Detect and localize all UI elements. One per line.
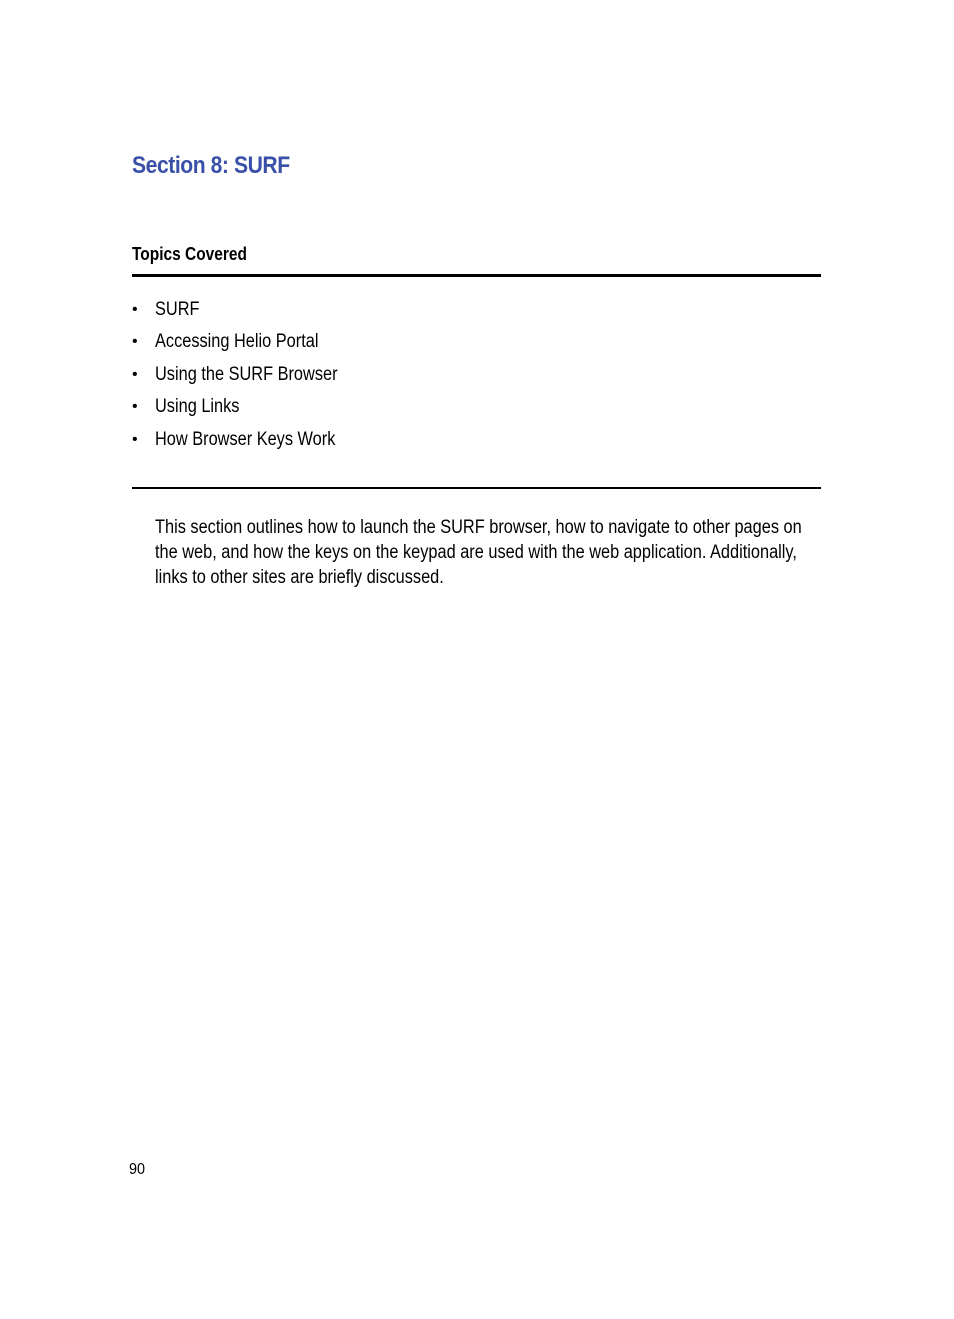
intro-paragraph: This section outlines how to launch the SURF browser, how to navigate to other pages on the web, and how the keys on the keypad are used with the web application. Additionally, links to other sites are briefly discussed. bbox=[155, 517, 802, 588]
topic-label: Accessing Helio Portal bbox=[155, 331, 319, 353]
section-title: Section 8: SURF bbox=[132, 152, 290, 179]
top-divider bbox=[132, 274, 821, 277]
bullet-icon: • bbox=[132, 301, 138, 318]
topic-label: Using the SURF Browser bbox=[155, 363, 338, 385]
topic-label: Using Links bbox=[155, 396, 240, 418]
bullet-icon: • bbox=[132, 398, 138, 416]
bottom-divider bbox=[132, 487, 821, 489]
topics-list bbox=[132, 296, 367, 458]
topic-label: How Browser Keys Work bbox=[155, 428, 336, 450]
page-number: 90 bbox=[129, 1161, 146, 1178]
list-item bbox=[132, 296, 367, 328]
topics-covered-heading: Topics Covered bbox=[132, 244, 247, 264]
bullet-icon: • bbox=[132, 365, 138, 383]
list-item bbox=[132, 361, 367, 393]
list-item bbox=[132, 426, 367, 458]
list-item bbox=[132, 393, 367, 425]
topic-label: SURF bbox=[155, 299, 200, 320]
list-item bbox=[132, 328, 367, 360]
bullet-icon: • bbox=[132, 430, 138, 448]
bullet-icon: • bbox=[132, 333, 138, 351]
